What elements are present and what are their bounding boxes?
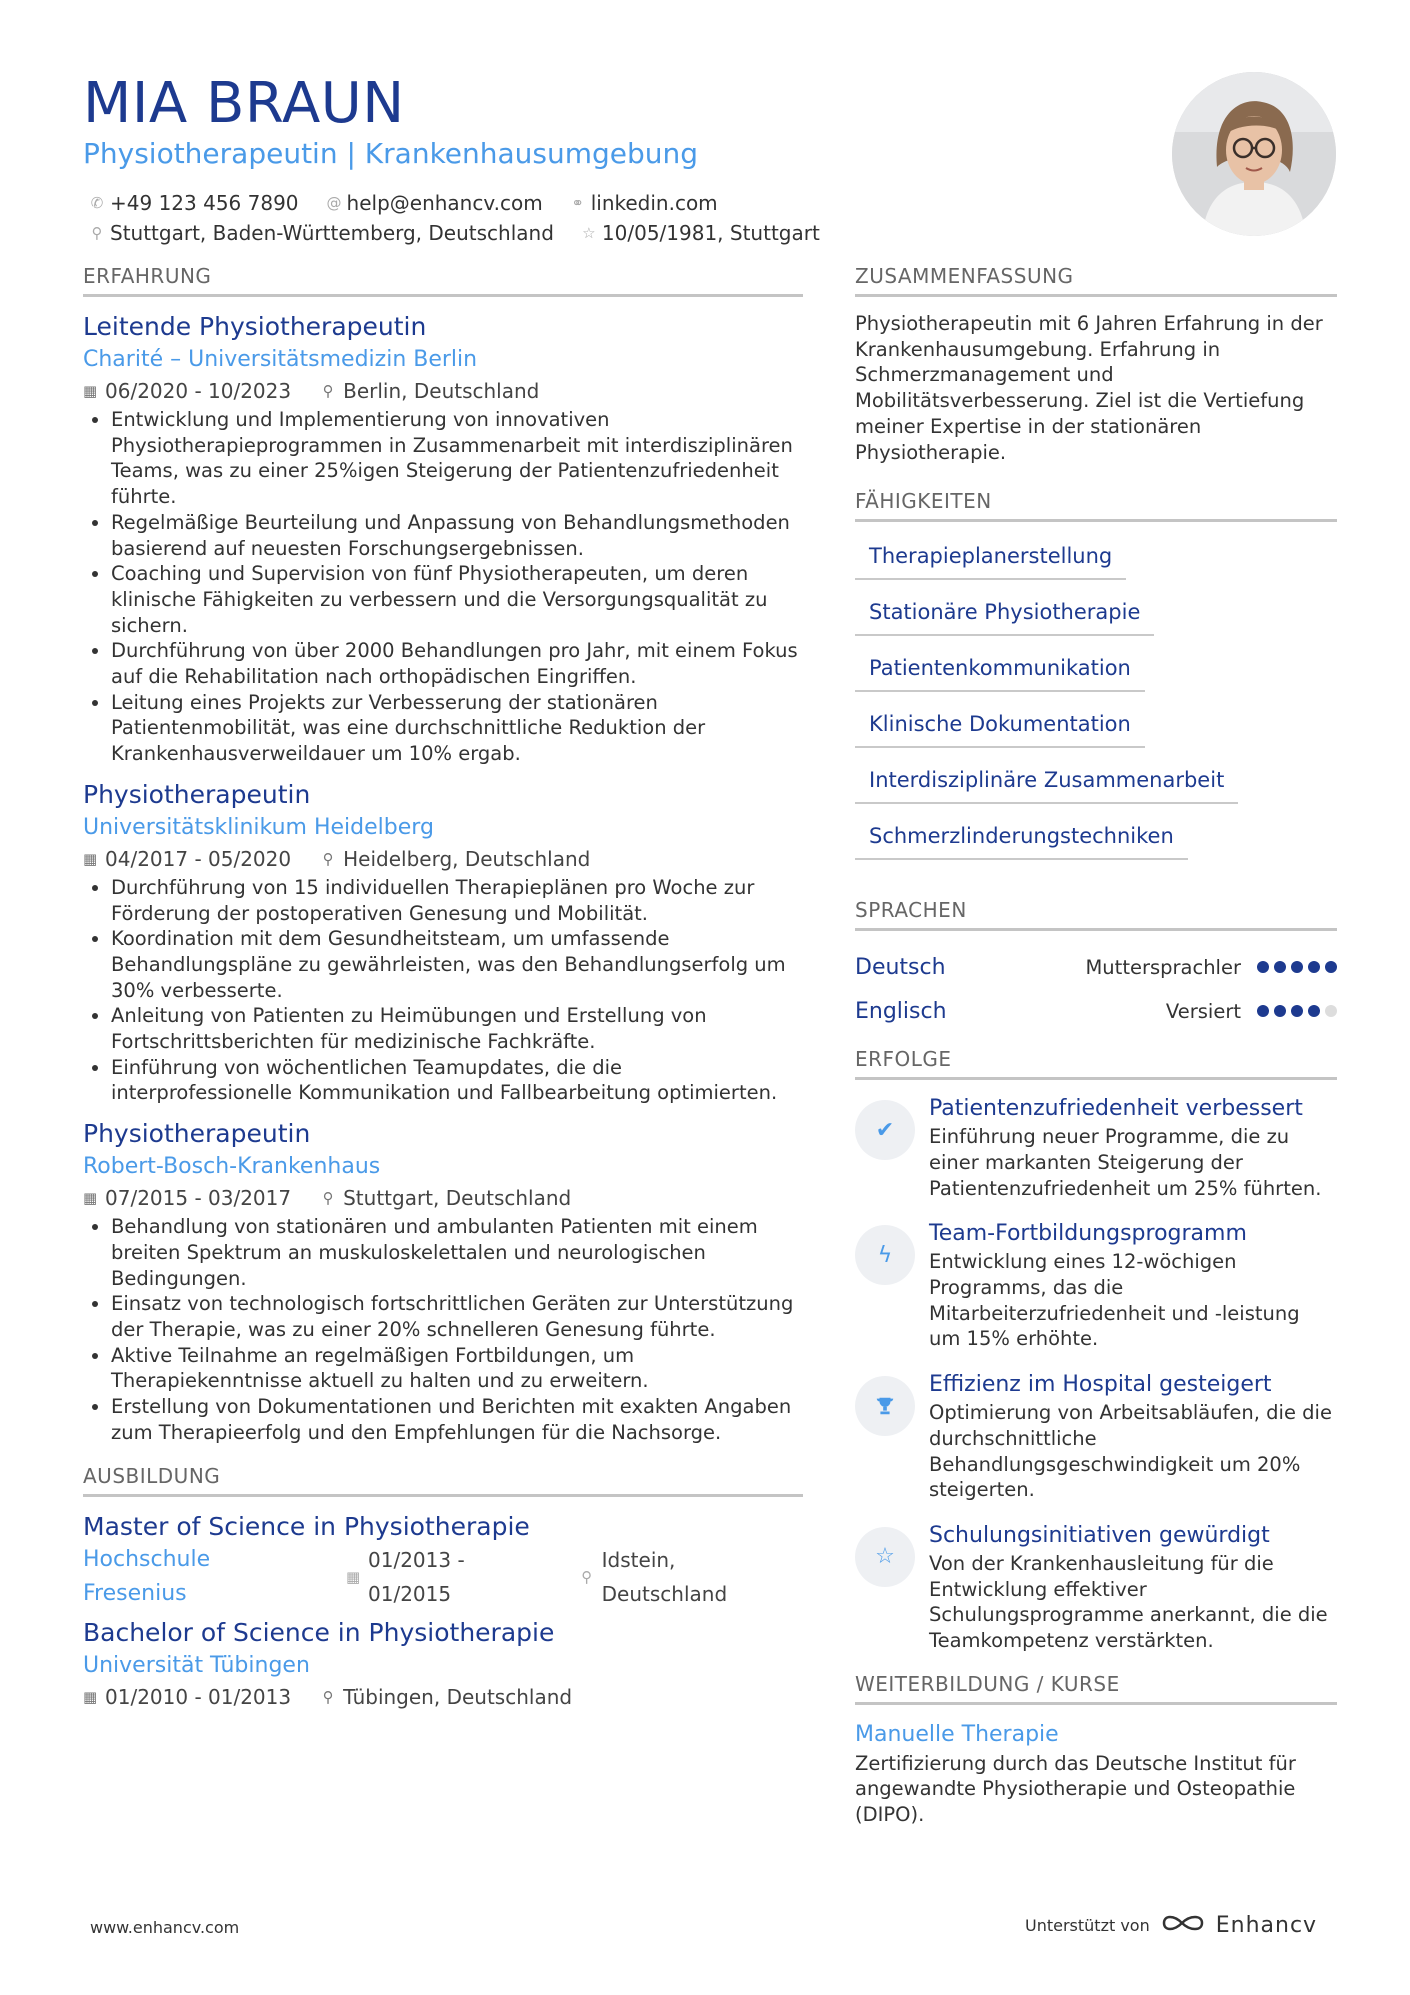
job-company: Robert-Bosch-Krankenhaus bbox=[83, 1154, 381, 1180]
job-title: Leitende Physiotherapeutin bbox=[83, 312, 427, 341]
skill-tag: Stationäre Physiotherapie bbox=[855, 592, 1154, 636]
checkmark-icon: ✔ bbox=[855, 1100, 915, 1160]
bullet: • Coaching und Supervision von fünf Physiotherapeuten, um deren klinische Fähigkeiten zu verbessern und die Versorgungsqualität zu sichern. bbox=[111, 561, 803, 638]
email[interactable]: @ help@enhancv.com bbox=[326, 191, 543, 215]
job-company: Charité – Universitätsmedizin Berlin bbox=[83, 347, 478, 372]
bullet: • Durchführung von über 2000 Behandlungen pro Jahr, mit einem Fokus auf die Rehabilitation nach orthopädischen Eingriffen. bbox=[111, 638, 803, 689]
link-icon: ⚭ bbox=[571, 194, 584, 212]
rating-dot bbox=[1291, 1005, 1303, 1017]
rating-dot bbox=[1308, 1005, 1320, 1017]
summary-text: Physiotherapeutin mit 6 Jahren Erfahrung in der Krankenhausumgebung. Erfahrung in Schmerzmanagement und Mobilitätsverbesserung. Ziel ist die Vertiefung meiner Expertise in der stationären Physiotherapie. bbox=[855, 312, 1323, 464]
rating-dot bbox=[1308, 961, 1320, 973]
bullet: • Aktive Teilnahme an regelmäßigen Fortbildungen, um Therapiekenntnisse aktuell zu halten und zu erweitern. bbox=[111, 1343, 803, 1394]
bullet: • Erstellung von Dokumentationen und Berichten mit exakten Angaben zum Therapieerfolg und den Empfehlungen für die Nachsorge. bbox=[111, 1394, 803, 1445]
school-name: Hochschule Fresenius bbox=[83, 1546, 211, 1606]
achievement-title: Effizienz im Hospital gesteigert bbox=[929, 1372, 1272, 1398]
location: ⚲ Stuttgart, Baden-Württemberg, Deutschland bbox=[91, 221, 554, 245]
language-name: Englisch bbox=[855, 998, 947, 1024]
bullet: • Regelmäßige Beurteilung und Anpassung von Behandlungsmethoden basierend auf neuesten Forschungsergebnissen. bbox=[111, 510, 803, 561]
calendar-icon: ▦ bbox=[83, 1189, 98, 1208]
phone-icon: ✆ bbox=[90, 194, 104, 212]
job-bullets bbox=[83, 1214, 803, 1445]
education-location: Tübingen, Deutschland bbox=[343, 1684, 573, 1709]
course-item bbox=[855, 1719, 1337, 1828]
right-column bbox=[855, 264, 1337, 1828]
lightning-icon: ϟ bbox=[855, 1225, 915, 1285]
skills-heading: FÄHIGKEITEN bbox=[855, 489, 1337, 522]
skill-tag: Klinische Dokumentation bbox=[855, 704, 1145, 748]
birth-info: ☆ 10/05/1981, Stuttgart bbox=[582, 221, 820, 245]
footer-branding bbox=[1025, 1912, 1317, 1938]
calendar-icon: ▦ bbox=[83, 1687, 98, 1706]
bullet: • Durchführung von 15 individuellen Therapieplänen pro Woche zur Förderung der postoperativen Genesung und Mobilität. bbox=[111, 875, 803, 926]
location-pin-icon: ⚲ bbox=[322, 1687, 334, 1706]
achievement-item bbox=[855, 1521, 1337, 1654]
rating-dot bbox=[1325, 961, 1337, 973]
achievement-desc: Entwicklung eines 12-wöchigen Programms, das die Mitarbeiterzufriedenheit und -leistung um 15% erhöhte. bbox=[929, 1250, 1300, 1351]
course-title: Manuelle Therapie bbox=[855, 1721, 1059, 1747]
calendar-icon: ▦ bbox=[83, 849, 98, 868]
rating-dot bbox=[1291, 961, 1303, 973]
rating-dot bbox=[1274, 1005, 1286, 1017]
achievements-list bbox=[855, 1094, 1337, 1654]
job-entry bbox=[83, 1118, 803, 1445]
language-row bbox=[855, 989, 1337, 1033]
job-location: Heidelberg, Deutschland bbox=[343, 846, 591, 871]
job-location: Berlin, Deutschland bbox=[343, 379, 540, 403]
calendar-icon: ▦ bbox=[83, 382, 98, 400]
phone[interactable]: ✆ +49 123 456 7890 bbox=[90, 191, 299, 215]
job-dates: 06/2020 - 10/2023 bbox=[105, 379, 292, 403]
skill-tag: Schmerzlinderungstechniken bbox=[855, 816, 1188, 860]
job-company: Universitätsklinikum Heidelberg bbox=[83, 814, 434, 840]
skill-tag: Patientenkommunikation bbox=[855, 648, 1145, 692]
job-bullets bbox=[83, 875, 803, 1106]
at-icon: @ bbox=[326, 194, 342, 212]
bullet: • Anleitung von Patienten zu Heimübungen und Erstellung von Fortschrittsberichten für medizinische Fachkräfte. bbox=[111, 1003, 803, 1054]
achievement-title: Team-Fortbildungsprogramm bbox=[929, 1221, 1247, 1247]
location-pin-icon: ⚲ bbox=[322, 382, 334, 400]
avatar bbox=[1172, 72, 1336, 236]
job-title: Physiotherapeutin bbox=[83, 779, 311, 809]
achievement-desc: Optimierung von Arbeitsabläufen, die die durchschnittliche Behandlungsgeschwindigkeit um 20% steigerten. bbox=[929, 1401, 1332, 1502]
skill-tag: Interdisziplinäre Zusammenarbeit bbox=[855, 760, 1238, 804]
achievements-heading: ERFOLGE bbox=[855, 1047, 1337, 1080]
job-title: Physiotherapeutin bbox=[83, 1119, 311, 1149]
language-name: Deutsch bbox=[855, 954, 946, 980]
powered-by-label: Unterstützt von bbox=[1025, 1915, 1150, 1935]
bullet: • Einführung von wöchentlichen Teamupdates, die die interprofessionelle Kommunikation und Fallbearbeitung optimierten. bbox=[111, 1055, 803, 1106]
location-pin-icon: ⚲ bbox=[91, 224, 103, 242]
contact-info bbox=[90, 188, 820, 248]
star-icon: ☆ bbox=[582, 224, 596, 242]
footer-website[interactable]: www.enhancv.com bbox=[90, 1918, 240, 1937]
location-pin-icon: ⚲ bbox=[581, 1567, 593, 1586]
course-desc: Zertifizierung durch das Deutsche Institut für angewandte Physiotherapie und Osteopathie (DIPO). bbox=[855, 1751, 1296, 1827]
enhancv-logo-icon bbox=[1160, 1912, 1206, 1938]
bullet: • Entwicklung und Implementierung von innovativen Physiotherapieprogrammen in Zusammenarbeit mit interdisziplinären Teams, was zu einer 25%igen Steigerung der Patientenzufriedenheit führte. bbox=[111, 407, 803, 510]
language-rating bbox=[1257, 961, 1337, 973]
bullet: • Koordination mit dem Gesundheitsteam, um umfassende Behandlungspläne zu gewährleisten, was den Behandlungserfolg um 30% verbesserte. bbox=[111, 926, 803, 1003]
achievement-item bbox=[855, 1370, 1337, 1503]
achievement-item bbox=[855, 1094, 1337, 1201]
left-column bbox=[83, 264, 803, 1711]
candidate-name: MIA BRAUN bbox=[83, 71, 405, 136]
degree-title: Bachelor of Science in Physiotherapie bbox=[83, 1617, 555, 1647]
rating-dot bbox=[1257, 961, 1269, 973]
summary-heading: ZUSAMMENFASSUNG bbox=[855, 264, 1337, 297]
candidate-title: Physiotherapeutin | Krankenhausumgebung bbox=[83, 137, 699, 170]
languages-list bbox=[855, 945, 1337, 1033]
experience-heading: ERFAHRUNG bbox=[83, 264, 803, 297]
education-location: Idstein, Deutschland bbox=[601, 1547, 728, 1606]
rating-dot bbox=[1325, 1005, 1337, 1017]
calendar-icon: ▦ bbox=[346, 1567, 361, 1586]
location-pin-icon: ⚲ bbox=[322, 1189, 334, 1208]
achievement-title: Patientenzufriedenheit verbessert bbox=[929, 1096, 1303, 1122]
achievement-item bbox=[855, 1219, 1337, 1352]
job-entry bbox=[83, 311, 803, 767]
job-dates: 04/2017 - 05/2020 bbox=[105, 846, 292, 871]
achievement-desc: Einführung neuer Programme, die zu einer markanten Steigerung der Patientenzufriedenheit um 25% führten. bbox=[929, 1125, 1322, 1200]
star-icon: ☆ bbox=[855, 1527, 915, 1587]
job-dates: 07/2015 - 03/2017 bbox=[105, 1186, 292, 1211]
education-dates: 01/2013 - 01/2015 bbox=[368, 1547, 465, 1606]
language-row bbox=[855, 945, 1337, 989]
rating-dot bbox=[1257, 1005, 1269, 1017]
linkedin[interactable]: ⚭ linkedin.com bbox=[571, 191, 718, 215]
language-level: Muttersprachler bbox=[1085, 955, 1241, 979]
language-rating bbox=[1257, 1005, 1337, 1017]
school-name: Universität Tübingen bbox=[83, 1652, 310, 1678]
bullet: • Einsatz von technologisch fortschrittlichen Geräten zur Unterstützung der Therapie, was zu einer 20% schnelleren Genesung führte. bbox=[111, 1291, 803, 1342]
education-heading: AUSBILDUNG bbox=[83, 1464, 803, 1497]
bullet: • Behandlung von stationären und ambulanten Patienten mit einem breiten Spektrum an muskuloskelettalen und neurologischen Bedingungen. bbox=[111, 1214, 803, 1291]
courses-heading: WEITERBILDUNG / KURSE bbox=[855, 1672, 1337, 1705]
education-dates: 01/2010 - 01/2013 bbox=[105, 1684, 292, 1709]
education-entry bbox=[83, 1511, 803, 1611]
location-pin-icon: ⚲ bbox=[322, 849, 334, 868]
education-entry bbox=[83, 1617, 803, 1711]
brand-name: Enhancv bbox=[1215, 1912, 1318, 1938]
trophy-icon bbox=[855, 1376, 915, 1436]
skills-list bbox=[855, 536, 1337, 872]
language-level: Versiert bbox=[1165, 999, 1241, 1023]
skill-tag: Therapieplanerstellung bbox=[855, 536, 1126, 580]
languages-heading: SPRACHEN bbox=[855, 898, 1337, 931]
rating-dot bbox=[1274, 961, 1286, 973]
job-entry bbox=[83, 779, 803, 1106]
job-bullets bbox=[83, 407, 803, 767]
job-location: Stuttgart, Deutschland bbox=[343, 1186, 572, 1211]
achievement-title: Schulungsinitiativen gewürdigt bbox=[929, 1522, 1270, 1548]
degree-title: Master of Science in Physiotherapie bbox=[83, 1511, 530, 1541]
achievement-desc: Von der Krankenhausleitung für die Entwicklung effektiver Schulungsprogramme anerkannt, die die Teamkompetenz verstärkten. bbox=[929, 1551, 1328, 1653]
bullet: • Leitung eines Projekts zur Verbesserung der stationären Patientenmobilität, was eine durchschnittliche Reduktion der Krankenhausverweildauer um 10% ergab. bbox=[111, 690, 803, 767]
